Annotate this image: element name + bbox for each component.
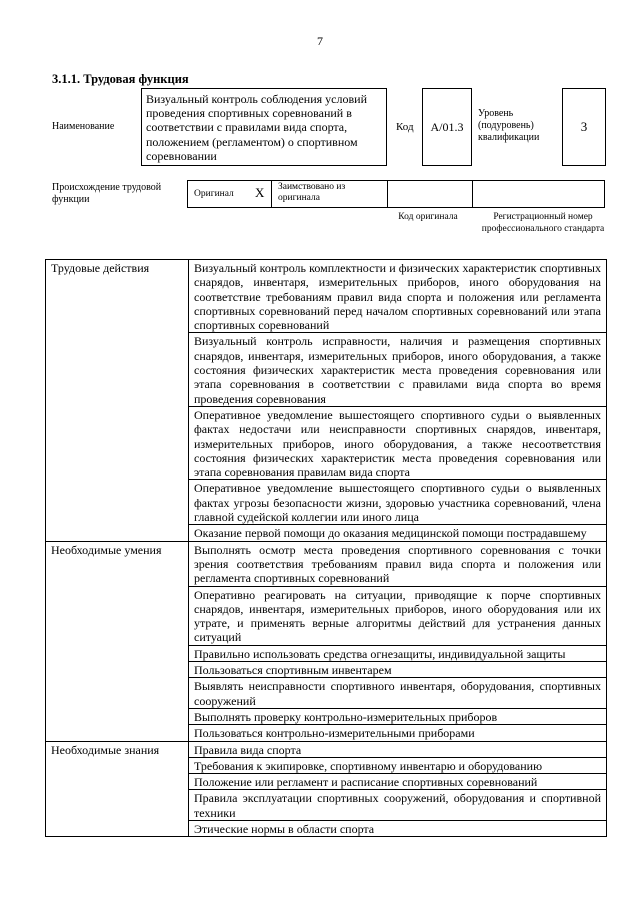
- category-cell: Необходимые знания: [46, 741, 189, 837]
- code-label: Код: [396, 121, 414, 133]
- item-cell: Оперативно реагировать на ситуации, приводящие к порче спортивных снарядов, инвентаря, измерительных приборов, иного оборудования или их утрате, и применять верные алгоритмы действий для устранения данных ситуаций: [189, 586, 607, 645]
- function-code: A/01.3: [422, 88, 472, 166]
- qualification-level-label: Уровень (подуровень) квалификации: [478, 108, 540, 143]
- table-row: [46, 541, 607, 586]
- item-cell: Правила вида спорта: [189, 741, 607, 757]
- original-mark: X: [255, 185, 265, 200]
- origin-table: [187, 180, 605, 208]
- category-cell: Трудовые действия: [46, 260, 189, 542]
- original-label: Оригинал: [194, 189, 234, 199]
- category-cell: Необходимые умения: [46, 541, 189, 741]
- item-cell: Визуальный контроль комплектности и физических характеристик спортивных снарядов, инвентаря, измерительных приборов, иного оборудования на соответствие требованиям правил вида спорта и положения или регламента спортивных соревнований перед началом спортивных соревнований или этапа спортивных соревнований: [189, 260, 607, 333]
- item-cell: Выполнять осмотр места проведения спортивного соревнования с точки зрения соответствия требованиям правил вида спорта и положения или регламента спортивных соревнований: [189, 541, 607, 586]
- page-number: 7: [317, 34, 323, 48]
- item-cell: Пользоваться контрольно-измерительными приборами: [189, 725, 607, 741]
- item-cell: Оказание первой помощи до оказания медицинской помощи пострадавшему: [189, 525, 607, 541]
- item-cell: Визуальный контроль исправности, наличия и размещения спортивных снарядов, инвентаря, измерительных приборов, иного оборудования, а также состояния физических характеристик места проведения соревнования или этапа соревнования в соответствии с правилами вида спорта во время проведения соревнования: [189, 333, 607, 406]
- item-cell: Выполнять проверку контрольно-измерительных приборов: [189, 708, 607, 724]
- divider: [271, 181, 272, 207]
- item-cell: Правильно использовать средства огнезащиты, индивидуальной защиты: [189, 645, 607, 661]
- reg-number-caption: Регистрационный номер профессионального стандарта: [481, 212, 605, 234]
- item-cell: Оперативное уведомление вышестоящего спортивного судьи о выявленных фактах угрозы безопасности жизни, здоровью участника соревнований, члена главной судейской коллегии или иного лица: [189, 480, 607, 525]
- item-cell: Этические нормы в области спорта: [189, 820, 607, 836]
- item-cell: Выявлять неисправности спортивного инвентаря, оборудования, спортивных сооружений: [189, 678, 607, 709]
- table-row: [46, 260, 607, 333]
- table-row: [46, 741, 607, 757]
- divider: [387, 181, 388, 207]
- item-cell: Правила эксплуатации спортивных сооружений, оборудования и спортивной техники: [189, 790, 607, 821]
- borrowed-label: Заимствовано из оригинала: [278, 182, 346, 203]
- divider: [472, 181, 473, 207]
- item-cell: Пользоваться спортивным инвентарем: [189, 662, 607, 678]
- section-heading: 3.1.1. Трудовая функция: [52, 72, 189, 86]
- name-label: Наименование: [52, 121, 115, 132]
- labor-function-table: [45, 259, 607, 837]
- qualification-level-value: 3: [562, 88, 606, 166]
- function-title: Визуальный контроль соблюдения условий проведения спортивных соревнований в соответствии с правилами вида спорта, положением (регламентом) о спортивном соревновании: [141, 88, 387, 166]
- item-cell: Требования к экипировке, спортивному инвентарю и оборудованию: [189, 757, 607, 773]
- origin-label: Происхождение трудовой функции: [52, 182, 162, 205]
- item-cell: Оперативное уведомление вышестоящего спортивного судьи о выявленных фактах недостачи или неисправности спортивных снарядов, инвентаря, измерительных приборов, иного оборудования, а также несоответствия состояния физических характеристик места проведения соревнования или этапа соревнования правилам вида спорта: [189, 406, 607, 479]
- item-cell: Положение или регламент и расписание спортивных соревнований: [189, 774, 607, 790]
- code-original-caption: Код оригинала: [398, 212, 458, 222]
